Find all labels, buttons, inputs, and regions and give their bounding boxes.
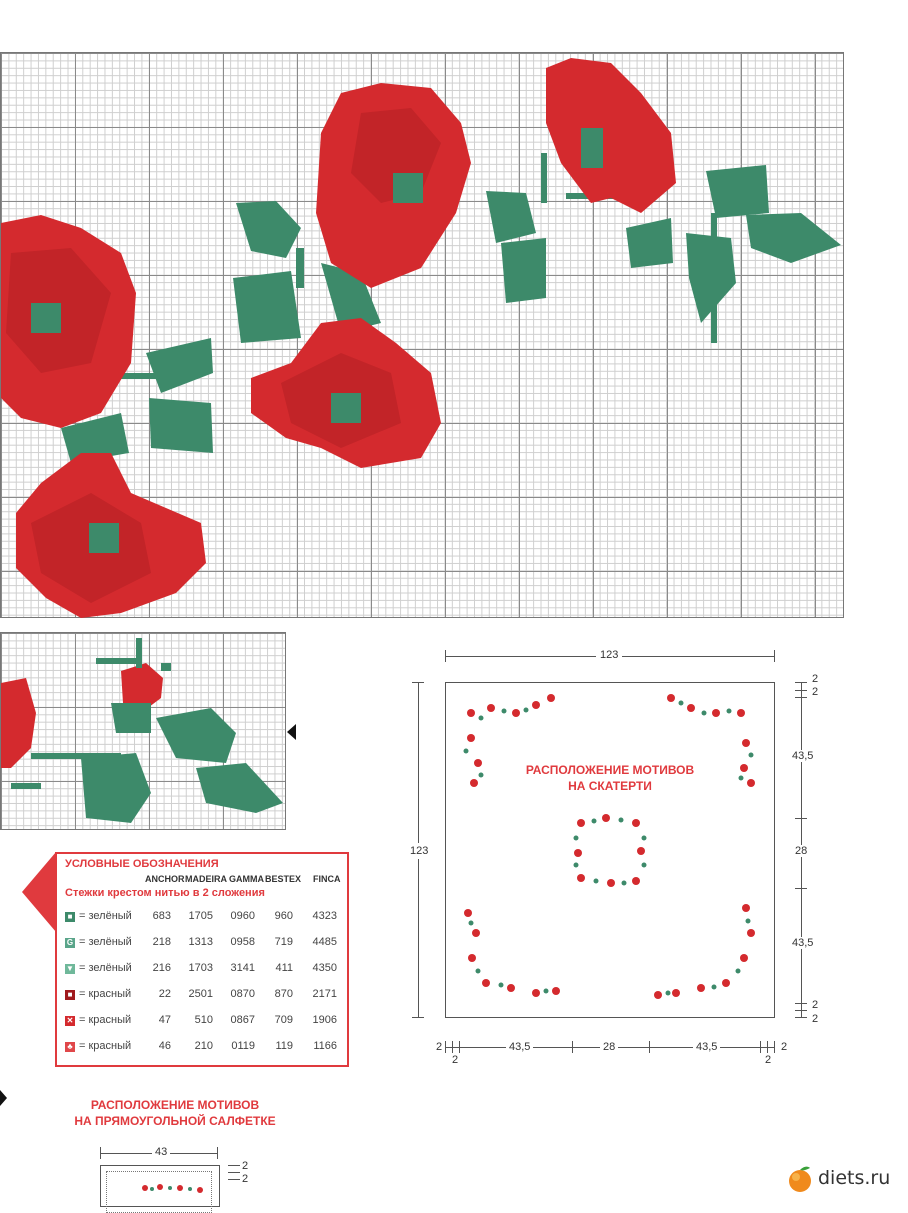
dimension-tick (412, 1017, 424, 1018)
green-swatch-icon: G (66, 938, 74, 947)
legend-row (65, 988, 345, 1004)
dimension-tick (572, 1041, 573, 1053)
bottom-dim-5: 43,5 (693, 1041, 720, 1053)
legend-col-anchor: ANCHOR (145, 874, 185, 884)
legend-col-bestex: BESTEX (265, 874, 302, 884)
legend-color-name: = зелёный (79, 910, 132, 922)
legend-color-name: = красный (79, 1040, 132, 1052)
site-logo[interactable] (786, 1164, 901, 1194)
legend-subtitle: Стежки крестом нитью в 2 сложения (65, 887, 265, 899)
red-swatch-icon: ✕ (66, 1016, 74, 1025)
legend-anchor: 216 (152, 962, 171, 974)
dimension-tick (445, 650, 446, 662)
tablecloth-layout-title (520, 762, 700, 794)
bottom-dim-4: 28 (600, 1041, 618, 1053)
tablecloth-layout-box (445, 682, 775, 1018)
legend-madeira: 1703 (188, 962, 213, 974)
napkin-dim-1: 2 (242, 1160, 249, 1172)
legend-gamma: 0958 (230, 936, 255, 948)
legend-anchor: 683 (152, 910, 171, 922)
dimension-tick (217, 1147, 218, 1159)
right-dim-2: 2 (812, 686, 819, 698)
legend-madeira: 1313 (188, 936, 213, 948)
legend-gamma: 0867 (230, 1014, 255, 1026)
legend-finca: 1906 (312, 1014, 337, 1026)
legend-finca: 1166 (313, 1040, 337, 1052)
apple-logo-icon (786, 1164, 816, 1194)
legend-bestex: 960 (274, 910, 293, 922)
legend-bestex: 870 (274, 988, 293, 1000)
dimension-tick (760, 1041, 761, 1053)
dimension-tick (795, 818, 807, 819)
legend-finca: 4485 (312, 936, 337, 948)
legend-row (65, 1040, 345, 1056)
bottom-dim-2: 2 (452, 1054, 459, 1066)
legend-gamma: 0960 (230, 910, 255, 922)
legend-row (65, 1014, 345, 1030)
legend-madeira: 1705 (188, 910, 213, 922)
legend-row (65, 936, 345, 952)
motif-corners (446, 683, 776, 1019)
dimension-tick (649, 1041, 650, 1053)
dimension-tick (228, 1179, 240, 1180)
legend-anchor: 46 (158, 1040, 171, 1052)
napkin-layout-title (60, 1097, 290, 1129)
red-swatch-icon: ♣ (65, 1042, 75, 1052)
legend-anchor: 218 (152, 936, 171, 948)
bottom-dim-1: 2 (436, 1041, 443, 1053)
dimension-tick (795, 1010, 807, 1011)
legend-madeira: 510 (194, 1014, 213, 1026)
legend-madeira: 2501 (188, 988, 213, 1000)
right-dim-5: 43,5 (792, 937, 814, 949)
dimension-tick (228, 1172, 240, 1173)
right-dim-3: 43,5 (792, 750, 814, 762)
row-marker-icon (0, 1090, 7, 1106)
dimension-tick (795, 1017, 807, 1018)
legend-gamma: 0119 (231, 1040, 255, 1052)
legend-gamma: 3141 (230, 962, 255, 974)
legend-bestex: 411 (275, 962, 293, 974)
legend-col-gamma: GAMMA (229, 874, 264, 884)
dimension-tick (774, 650, 775, 662)
right-dim-1: 2 (812, 673, 819, 685)
legend-anchor: 47 (158, 1014, 171, 1026)
site-name: diets.ru (818, 1167, 891, 1189)
dimension-tick (445, 1041, 446, 1053)
top-width-label: 123 (596, 649, 622, 661)
green-swatch-icon: ■ (65, 912, 75, 922)
legend-bestex: 719 (274, 936, 293, 948)
legend-box (55, 852, 349, 1067)
right-dim-6: 2 (812, 999, 819, 1011)
napkin-width-label: 43 (152, 1146, 170, 1158)
napkin-motif (140, 1180, 210, 1190)
bottom-dim-6: 2 (765, 1054, 772, 1066)
legend-row (65, 910, 345, 926)
bottom-dim-7: 2 (781, 1041, 788, 1053)
rose-pattern-main (1, 53, 845, 619)
rose-pattern-secondary (1, 633, 287, 831)
dimension-tick (452, 1041, 453, 1053)
dimension-tick (767, 1041, 768, 1053)
dimension-tick (100, 1147, 101, 1159)
dimension-tick (228, 1165, 240, 1166)
bottom-dim-3: 43,5 (506, 1041, 533, 1053)
dimension-tick (795, 682, 807, 683)
legend-finca: 4323 (312, 910, 337, 922)
tablecloth-title-line2: НА СКАТЕРТИ (568, 779, 652, 793)
dimension-tick (795, 690, 807, 691)
legend-row (65, 962, 345, 978)
right-dim-7: 2 (812, 1013, 819, 1025)
red-swatch-icon: ■ (65, 990, 75, 1000)
tablecloth-title-line1: РАСПОЛОЖЕНИЕ МОТИВОВ (525, 763, 695, 777)
legend-madeira: 210 (194, 1040, 213, 1052)
dimension-tick (774, 1041, 775, 1053)
napkin-title-line1: РАСПОЛОЖЕНИЕ МОТИВОВ (90, 1098, 260, 1112)
dimension-tick (795, 1003, 807, 1004)
dimension-tick (412, 682, 424, 683)
legend-title: УСЛОВНЫЕ ОБОЗНАЧЕНИЯ (65, 858, 219, 870)
legend-color-name: = зелёный (79, 962, 132, 974)
dimension-tick (795, 697, 807, 698)
dimension-tick (795, 888, 807, 889)
napkin-dim-2: 2 (242, 1173, 249, 1185)
legend-bestex: 119 (275, 1040, 293, 1052)
legend-color-name: = зелёный (79, 936, 132, 948)
legend-anchor: 22 (158, 988, 171, 1000)
dimension-tick (459, 1041, 460, 1053)
legend-finca: 2171 (312, 988, 337, 1000)
legend-col-finca: FINCA (313, 874, 341, 884)
napkin-title-line2: НА ПРЯМОУГОЛЬНОЙ САЛФЕТКЕ (74, 1114, 276, 1128)
secondary-chart-grid (0, 632, 286, 830)
legend-bestex: 709 (274, 1014, 293, 1026)
legend-gamma: 0870 (230, 988, 255, 1000)
right-dim-4: 28 (795, 845, 808, 857)
legend-color-name: = красный (79, 988, 132, 1000)
row-marker-icon (287, 724, 296, 740)
legend-col-madeira: MADEIRA (185, 874, 227, 884)
green-swatch-icon: ▼ (66, 964, 74, 973)
legend-finca: 4350 (312, 962, 337, 974)
legend-color-name: = красный (79, 1014, 132, 1026)
legend-pointer (22, 852, 56, 932)
left-height-label: 123 (410, 845, 429, 857)
main-chart-grid (0, 52, 844, 618)
